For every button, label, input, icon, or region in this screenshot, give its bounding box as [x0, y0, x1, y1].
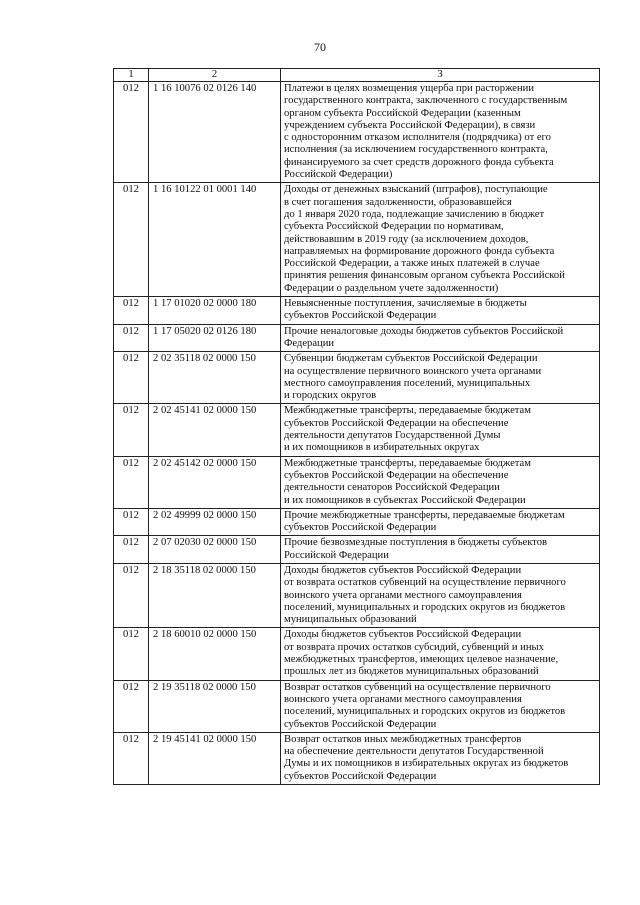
table-row: [114, 536, 600, 564]
description-line: Федерации: [284, 337, 335, 349]
revenue-codes-table: [113, 68, 600, 785]
description-line: Возврат остатков субвенций на осуществление первичного: [284, 681, 551, 693]
admin-code-cell: 012: [114, 352, 149, 404]
budget-classification-code-cell: 2 19 45141 02 0000 150: [149, 732, 281, 784]
table-row: [114, 732, 600, 784]
description-line: Прочие межбюджетные трансферты, передаваемые бюджетам: [284, 509, 565, 521]
description-line: Федерации о раздельном учете задолженности): [284, 282, 499, 294]
description-line: Межбюджетные трансферты, передаваемые бюджетам: [284, 457, 531, 469]
description-line: Российской Федерации, а также иных платежей в случае: [284, 258, 540, 270]
table-row: [114, 680, 600, 732]
budget-classification-code-cell: 2 02 45142 02 0000 150: [149, 456, 281, 508]
description-line: Прочие безвозмездные поступления в бюджеты субъектов: [284, 537, 548, 549]
description-cell: [281, 536, 600, 564]
description-cell: [281, 680, 600, 732]
description-cell: [281, 324, 600, 352]
description-cell: [281, 508, 600, 536]
description-cell: [281, 404, 600, 456]
budget-classification-code-cell: 2 19 35118 02 0000 150: [149, 680, 281, 732]
description-line: принятия решения финансовым органом субъекта Российской: [284, 270, 565, 282]
description-line: деятельности депутатов Государственной Думы: [284, 430, 501, 442]
description-line: действовавшим в 2019 году (за исключением доходов,: [284, 233, 529, 245]
description-line: субъектов Российской Федерации: [284, 310, 437, 322]
description-line: Субвенции бюджетам субъектов Российской Федерации: [284, 353, 538, 365]
description-line: субъектов Российской Федерации: [284, 718, 437, 730]
column-header-3: 3: [281, 69, 600, 82]
description-line: Российской Федерации: [284, 549, 389, 561]
description-line: Доходы бюджетов субъектов Российской Федерации: [284, 564, 522, 576]
description-line: поселений, муниципальных и городских округов из бюджетов: [284, 706, 566, 718]
description-line: Доходы бюджетов субъектов Российской Федерации: [284, 629, 522, 641]
description-line: воинского учета органами местного самоуправления: [284, 693, 522, 705]
table-row: [114, 563, 600, 627]
admin-code-cell: 012: [114, 680, 149, 732]
description-cell: [281, 628, 600, 680]
table-row: [114, 324, 600, 352]
admin-code-cell: 012: [114, 732, 149, 784]
admin-code-cell: 012: [114, 183, 149, 297]
description-line: субъектов Российской Федерации: [284, 522, 437, 534]
admin-code-cell: 012: [114, 82, 149, 183]
description-line: направляемых на формирование дорожного фонда субъекта: [284, 245, 555, 257]
description-line: поселений, муниципальных и городских округов из бюджетов: [284, 601, 566, 613]
budget-classification-code-cell: 1 16 10122 01 0001 140: [149, 183, 281, 297]
description-line: воинского учета органами местного самоуправления: [284, 589, 522, 601]
table-row: [114, 183, 600, 297]
description-line: Думы и их помощников в избирательных округах из бюджетов: [284, 758, 569, 770]
description-line: с односторонним отказом исполнителя (подрядчика) от его: [284, 132, 551, 144]
description-line: Российской Федерации): [284, 169, 393, 181]
admin-code-cell: 012: [114, 404, 149, 456]
table-row: [114, 352, 600, 404]
column-header-2: 2: [149, 69, 281, 82]
admin-code-cell: 012: [114, 456, 149, 508]
description-line: органом субъекта Российской Федерации (казенным: [284, 107, 521, 119]
description-line: и их помощников в субъектах Российской Федерации: [284, 494, 526, 506]
budget-classification-code-cell: 1 16 10076 02 0126 140: [149, 82, 281, 183]
description-cell: [281, 732, 600, 784]
description-line: Платежи в целях возмещения ущерба при расторжении: [284, 83, 534, 94]
budget-classification-code-cell: 2 18 60010 02 0000 150: [149, 628, 281, 680]
budget-classification-code-cell: 2 02 49999 02 0000 150: [149, 508, 281, 536]
admin-code-cell: 012: [114, 628, 149, 680]
table-row: [114, 456, 600, 508]
description-line: от возврата прочих остатков субсидий, субвенций и иных: [284, 641, 544, 653]
column-header-1: 1: [114, 69, 149, 82]
table-row: [114, 404, 600, 456]
description-line: прошлых лет из бюджетов муниципальных образований: [284, 666, 539, 678]
description-line: и городских округов: [284, 390, 377, 402]
table-header-row: [114, 69, 600, 82]
description-line: до 1 января 2020 года, подлежащие зачислению в бюджет: [284, 208, 545, 220]
budget-classification-code-cell: 1 17 01020 02 0000 180: [149, 297, 281, 325]
table-row: [114, 628, 600, 680]
admin-code-cell: 012: [114, 297, 149, 325]
description-line: Доходы от денежных взысканий (штрафов), поступающие: [284, 184, 548, 196]
admin-code-cell: 012: [114, 536, 149, 564]
description-line: межбюджетных трансфертов, имеющих целевое назначение,: [284, 654, 559, 666]
description-line: государственного контракта, заключенного с государственным: [284, 95, 568, 107]
budget-classification-code-cell: 1 17 05020 02 0126 180: [149, 324, 281, 352]
budget-classification-code-cell: 2 07 02030 02 0000 150: [149, 536, 281, 564]
description-line: Возврат остатков иных межбюджетных трансфертов: [284, 733, 522, 745]
budget-classification-code-cell: 2 18 35118 02 0000 150: [149, 563, 281, 627]
description-line: Невыясненные поступления, зачисляемые в бюджеты: [284, 298, 527, 310]
admin-code-cell: 012: [114, 563, 149, 627]
table-header: [114, 69, 600, 82]
table-row: [114, 297, 600, 325]
description-cell: [281, 563, 600, 627]
description-line: деятельности сенаторов Российской Федерации: [284, 482, 500, 494]
description-cell: [281, 456, 600, 508]
description-line: исполнения (за исключением государственного контракта,: [284, 144, 548, 156]
description-cell: [281, 297, 600, 325]
budget-classification-code-cell: 2 02 35118 02 0000 150: [149, 352, 281, 404]
description-cell: [281, 82, 600, 183]
description-cell: [281, 352, 600, 404]
description-line: и их помощников в избирательных округах: [284, 442, 480, 454]
description-line: в счет погашения задолженности, образовавшейся: [284, 196, 512, 208]
description-line: местного самоуправления поселений, муниципальных: [284, 377, 531, 389]
description-line: учреждением субъекта Российской Федерации), в связи: [284, 119, 536, 131]
description-line: субъектов Российской Федерации на обеспечение: [284, 469, 509, 481]
page-number: 70: [314, 40, 326, 54]
description-line: муниципальных образований: [284, 614, 417, 626]
table-body: [114, 82, 600, 785]
table-row: [114, 82, 600, 183]
description-line: финансируемого за счет средств дорожного фонда субъекта: [284, 156, 554, 168]
description-line: на обеспечение деятельности депутатов Государственной: [284, 746, 544, 758]
budget-classification-code-cell: 2 02 45141 02 0000 150: [149, 404, 281, 456]
description-line: субъекта Российской Федерации по нормативам,: [284, 221, 504, 233]
description-cell: [281, 183, 600, 297]
table-row: [114, 508, 600, 536]
description-line: Межбюджетные трансферты, передаваемые бюджетам: [284, 405, 531, 417]
description-line: от возврата остатков субвенций на осуществление первичного: [284, 577, 566, 589]
description-line: субъектов Российской Федерации на обеспечение: [284, 417, 509, 429]
admin-code-cell: 012: [114, 324, 149, 352]
description-line: Прочие неналоговые доходы бюджетов субъектов Российской: [284, 325, 564, 337]
description-line: субъектов Российской Федерации: [284, 770, 437, 782]
description-line: на осуществление первичного воинского учета органами: [284, 365, 542, 377]
admin-code-cell: 012: [114, 508, 149, 536]
